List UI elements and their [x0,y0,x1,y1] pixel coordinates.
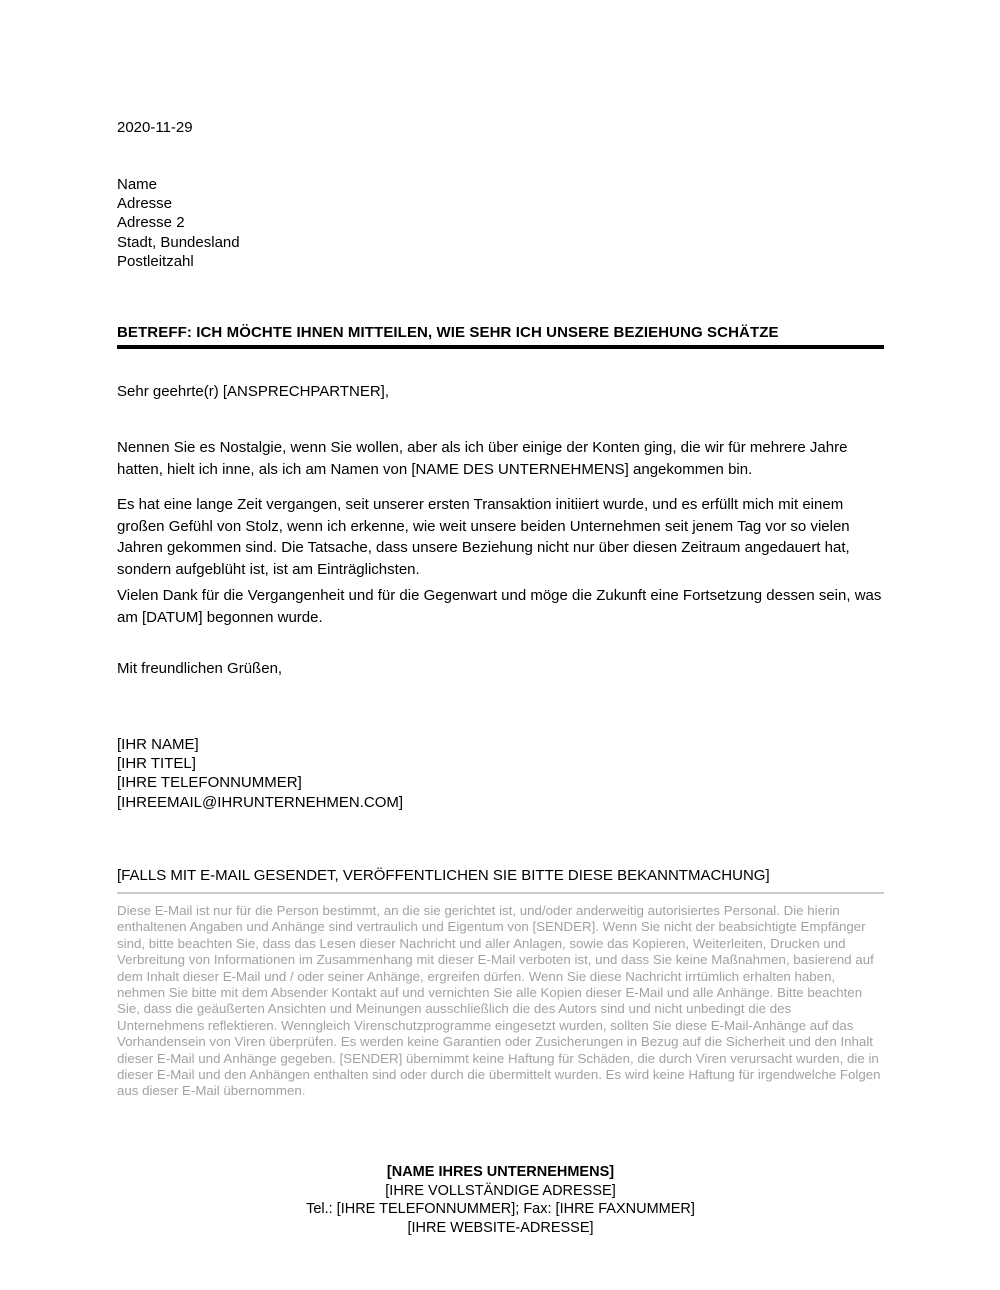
signature-phone: [IHRE TELEFONNUMMER] [117,774,302,792]
body-paragraph-2: Es hat eine lange Zeit vergangen, seit unserer ersten Transaktion initiiert wurde, und es erfüllt mich mit einem großen Gefühl von Stolz, wenn ich erkenne, wie weit unsere beiden Unternehmen seit jenem Tag vor so vielen Jahren gekommen sind. Die Tatsache, dass unsere Beziehung nicht nur über diesen Zeitraum angedauert hat, sondern aufgeblüht ist, ist am Einträglichsten. [117,496,850,578]
salutation: Sehr geehrte(r) [ANSPRECHPARTNER], [117,383,390,400]
footer-address: [IHRE VOLLSTÄNDIGE ADRESSE] [385,1182,616,1199]
footer-contact: Tel.: [IHRE TELEFONNUMMER]; Fax: [IHRE FAXNUMMER] [306,1201,695,1217]
subject-line: BETREFF: ICH MÖCHTE IHNEN MITTEILEN, WIE SEHR ICH UNSERE BEZIEHUNG SCHÄTZE [117,324,779,341]
recipient-line-address1: Adresse [117,195,173,213]
recipient-line-address2: Adresse 2 [117,214,185,232]
signature-title: [IHR TITEL] [117,755,196,773]
signature-block [117,735,403,812]
letter-date: 2020-11-29 [117,119,193,136]
body-paragraph-1: Nennen Sie es Nostalgie, wenn Sie wollen, aber als ich über einige der Konten ging, die wir für mehrere Jahre hatten, hielt ich inne, als ich am Namen von [NAME DES UNTERNEHMENS] angekommen bin. [117,439,848,478]
recipient-address-block [117,175,240,271]
disclaimer-body: Diese E-Mail ist nur für die Person bestimmt, an die sie gerichtet ist, und/oder anderweitig autorisiertes Personal. Die hierin enthaltenen Angaben und Anhänge sind vertraulich und Eigentum von [SENDER]. Wenn Sie nicht der beabsichtigte Empfänger sind, bitte beachten Sie, dass das Lesen dieser Nachricht und aller Anlagen, sowie das Kopieren, Weiterleiten, Drucken und Verbreitung von Informationen im Zusammenhang mit dieser E-Mail verboten ist, und dass Sie keine Maßnahmen, basierend auf dem Inhalt dieser E-Mail und / oder seiner Anhänge, ergreifen dürfen. Wenn Sie diese Nachricht irrtümlich erhalten haben, nehmen Sie bitte mit dem Absender Kontakt auf und vernichten Sie alle Kopien dieser E-Mail und alle Anhänge. Bitte beachten Sie, dass die geäußerten Ansichten und Meinungen ausschließlich die des Autors sind und nicht unbedingt die des Unternehmens reflektieren. Wenngleich Virenschutzprogramme eingesetzt wurden, sollten Sie diese E-Mail-Anhänge auf das Vorhandensein von Viren überprüfen. Es werden keine Garantien oder Zusicherungen in Bezug auf die Sicherheit und den Inhalt dieser E-Mail und Anhänge gegeben. [SENDER] übernimmt keine Haftung für Schäden, die durch Viren verursacht wurden, die in dieser E-Mail und den Anhängen enthalten sind oder durch die übermittelt wurden. Es wird keine Haftung für irgendwelche Folgen aus dieser E-Mail übernommen. [117,903,881,1099]
footer-website: [IHRE WEBSITE-ADRESSE] [407,1219,594,1236]
signature-email: [IHREEMAIL@IHRUNTERNEHMEN.COM] [117,793,404,811]
disclaimer-heading: [FALLS MIT E-MAIL GESENDET, VERÖFFENTLICHEN SIE BITTE DIESE BEKANNTMACHUNG] [117,867,770,884]
recipient-line-postcode: Postleitzahl [117,252,194,270]
signature-name: [IHR NAME] [117,736,199,753]
closing-line: Mit freundlichen Grüßen, [117,660,283,677]
subject-divider [117,345,884,349]
disclaimer-divider [117,892,884,894]
recipient-line-city: Stadt, Bundesland [117,233,240,251]
recipient-line-name: Name [117,176,158,193]
body-paragraph-3: Vielen Dank für die Vergangenheit und für die Gegenwart und möge die Zukunft eine Fortsetzung dessen sein, was am [DATUM] begonnen wurde. [117,587,882,626]
footer-company-name: [NAME IHRES UNTERNEHMENS] [386,1164,615,1180]
company-footer [117,1163,884,1237]
